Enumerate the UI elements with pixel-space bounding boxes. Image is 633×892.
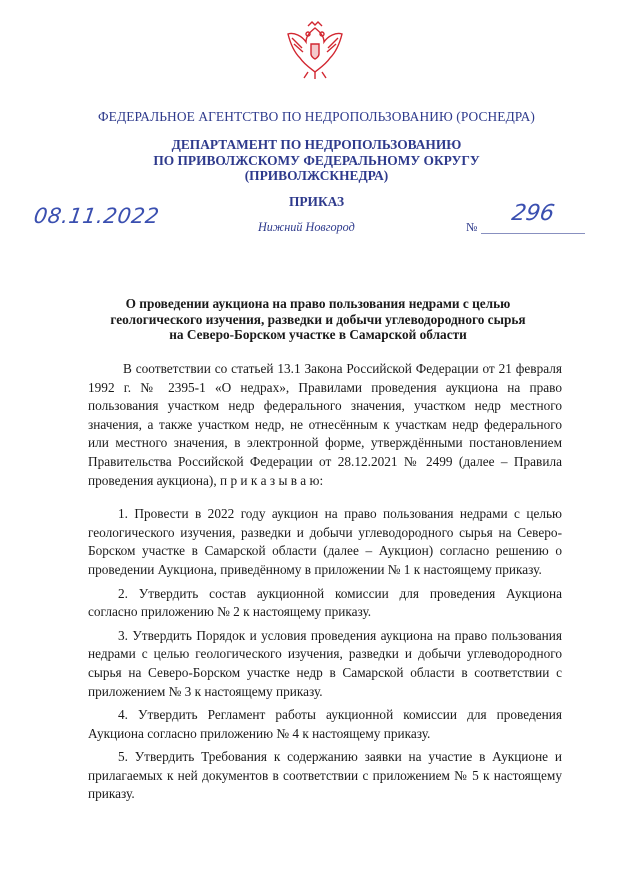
order-item-4: 4. Утвердить Регламент работы аукционной комиссии для проведения Аукциона согласно приложению № 4 к настоящему приказу. xyxy=(88,707,562,741)
order-item-2: 2. Утвердить состав аукционной комиссии для проведения Аукциона согласно приложению № 2 к настоящему приказу. xyxy=(88,585,562,620)
department-name xyxy=(0,137,633,184)
subject-line-3: на Северо-Борском участке в Самарской области xyxy=(169,327,467,342)
agency-name: ФЕДЕРАЛЬНОЕ АГЕНТСТВО ПО НЕДРОПОЛЬЗОВАНИЮ (РОСНЕДРА) xyxy=(98,109,535,124)
document-type: ПРИКАЗ xyxy=(288,194,345,209)
order-item-3: 3. Утвердить Порядок и условия проведения аукциона на право пользования недрами с целью геологического изучения, разведки и добычи углеводородного сырья на Северо-Борском участке недр в Самарской области в соответствии с приложением № 3 к настоящему приказу. xyxy=(88,627,562,699)
department-line-2: ПО ПРИВОЛЖСКОМУ ФЕДЕРАЛЬНОМУ ОКРУГУ xyxy=(153,152,480,168)
department-line-3: (ПРИВОЛЖСКНЕДРА) xyxy=(244,168,389,183)
command-word: п р и к а з ы в а ю: xyxy=(220,472,324,488)
department-line-1: ДЕПАРТАМЕНТ ПО НЕДРОПОЛЬЗОВАНИЮ xyxy=(171,137,462,152)
preamble xyxy=(88,360,562,490)
number-label: № xyxy=(466,220,478,234)
city: Нижний Новгород xyxy=(258,220,355,234)
subject-line-1: О проведении аукциона на право пользования недрами с целью xyxy=(125,296,511,311)
coat-of-arms-icon xyxy=(284,18,346,82)
subject-line-2: геологического изучения, разведки и добычи углеводородного сырья xyxy=(110,311,526,327)
order-subject xyxy=(60,296,576,343)
number-underline xyxy=(481,233,585,234)
handwritten-number: 296 xyxy=(509,201,557,226)
order-item-1: 1. Провести в 2022 году аукцион на право пользования недрами с целью геологического изучения, разведки и добычи углеводородного сырья на Северо-Борском участке в Самарской области (далее – Аукцион) согласно решению о проведении Аукциона, приведённому в приложении № 1 к настоящему приказу. xyxy=(88,506,562,577)
handwritten-date: 08.11.2022 xyxy=(32,204,161,228)
preamble-text: В соответствии со статьей 13.1 Закона Российской Федерации от 21 февраля 1992 г. № 2395-1 «О недрах», Правилами проведения аукциона на право пользования участком недр федерального значения, участком недр местного значения, а также участком недр, не отнесённым к участкам недр федерального или местного значения, в электронной форме, утверждёнными постановлением Правительства Российской Федерации от 28.12.2021 № 2499 (далее – Правила проведения аукциона), xyxy=(88,361,562,488)
order-item-5: 5. Утвердить Требования к содержанию заявки на участие в Аукционе и прилагаемых к ней документов в соответствии с приложением № 5 к настоящему приказу. xyxy=(88,749,562,802)
order-body xyxy=(88,360,562,804)
